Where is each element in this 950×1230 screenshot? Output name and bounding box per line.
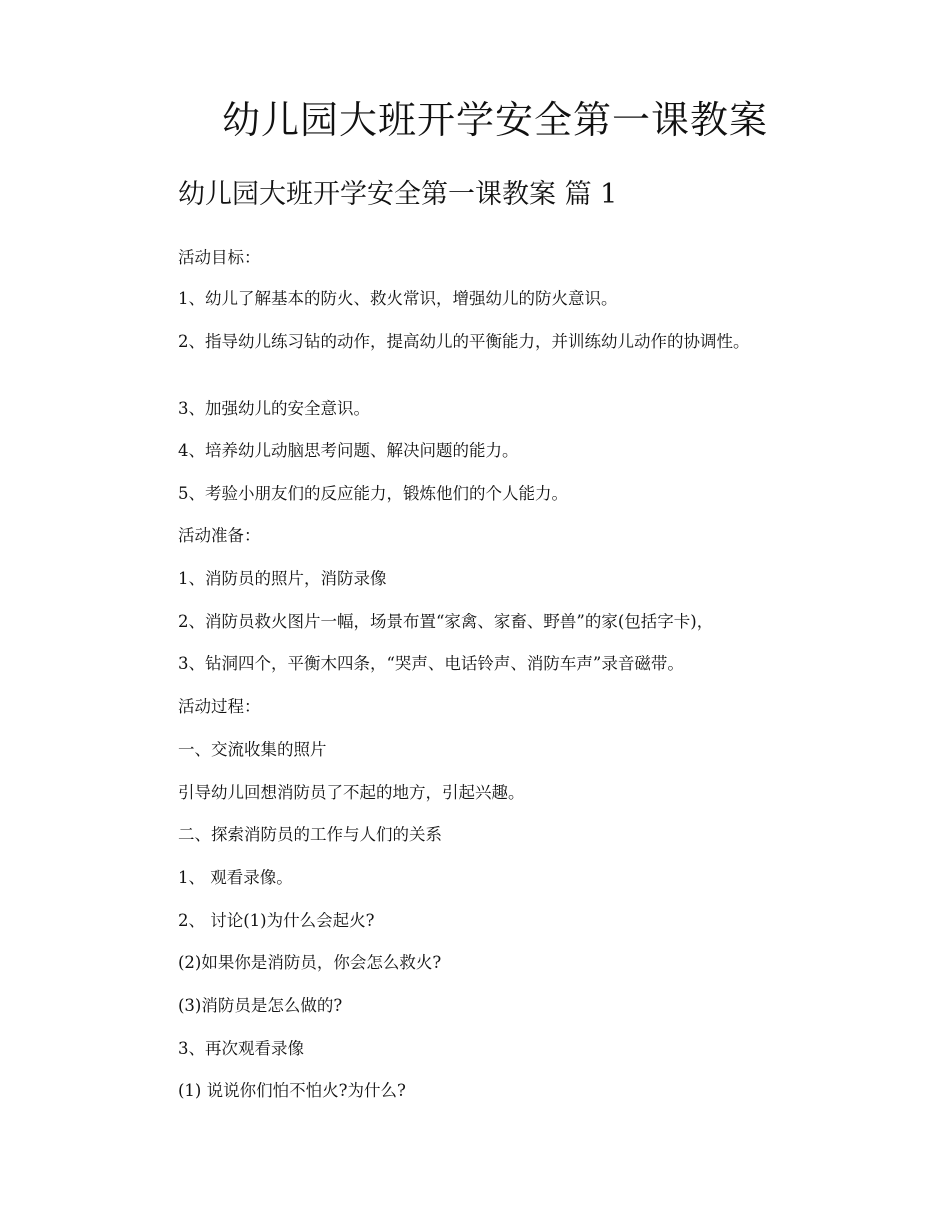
section-title: 幼儿园大班开学安全第一课教案 篇 1 — [178, 179, 618, 210]
paragraph: 3、再次观看录像 — [178, 1039, 304, 1058]
paragraph: (3)消防员是怎么做的? — [178, 996, 343, 1015]
paragraph: (1) 说说你们怕不怕火?为什么? — [178, 1081, 406, 1100]
document-title: 幼儿园大班开学安全第一课教案 — [221, 98, 768, 142]
paragraph: 二、探索消防员的工作与人们的关系 — [178, 825, 442, 844]
paragraph: 3、钻洞四个，平衡木四条，“哭声、电话铃声、消防车声”录音磁带。 — [178, 654, 684, 673]
paragraph: 5、考验小朋友们的反应能力，锻炼他们的个人能力。 — [178, 484, 568, 503]
paragraph: 4、培养幼儿动脑思考问题、解决问题的能力。 — [178, 441, 519, 460]
paragraph: 活动目标： — [178, 248, 261, 267]
paragraph: 1、 观看录像。 — [178, 868, 293, 887]
paragraph: 活动准备： — [178, 526, 261, 545]
paragraph: 2、指导幼儿练习钻的动作，提高幼儿的平衡能力，并训练幼儿动作的协调性。 — [178, 332, 750, 351]
paragraph: 活动过程： — [178, 697, 261, 716]
paragraph: 3、加强幼儿的安全意识。 — [178, 399, 370, 418]
paragraph: 1、幼儿了解基本的防火、救火常识，增强幼儿的防火意识。 — [178, 289, 618, 308]
paragraph: 1、消防员的照片，消防录像 — [178, 569, 387, 588]
paragraph: 引导幼儿回想消防员了不起的地方，引起兴趣。 — [178, 783, 525, 802]
paragraph: (2)如果你是消防员，你会怎么救火? — [178, 953, 442, 972]
paragraph: 一、交流收集的照片 — [178, 740, 327, 759]
paragraph: 2、消防员救火图片一幅，场景布置“家禽、家畜、野兽”的家(包括字卡)， — [178, 612, 714, 631]
paragraph: 2、 讨论(1)为什么会起火? — [178, 911, 375, 930]
